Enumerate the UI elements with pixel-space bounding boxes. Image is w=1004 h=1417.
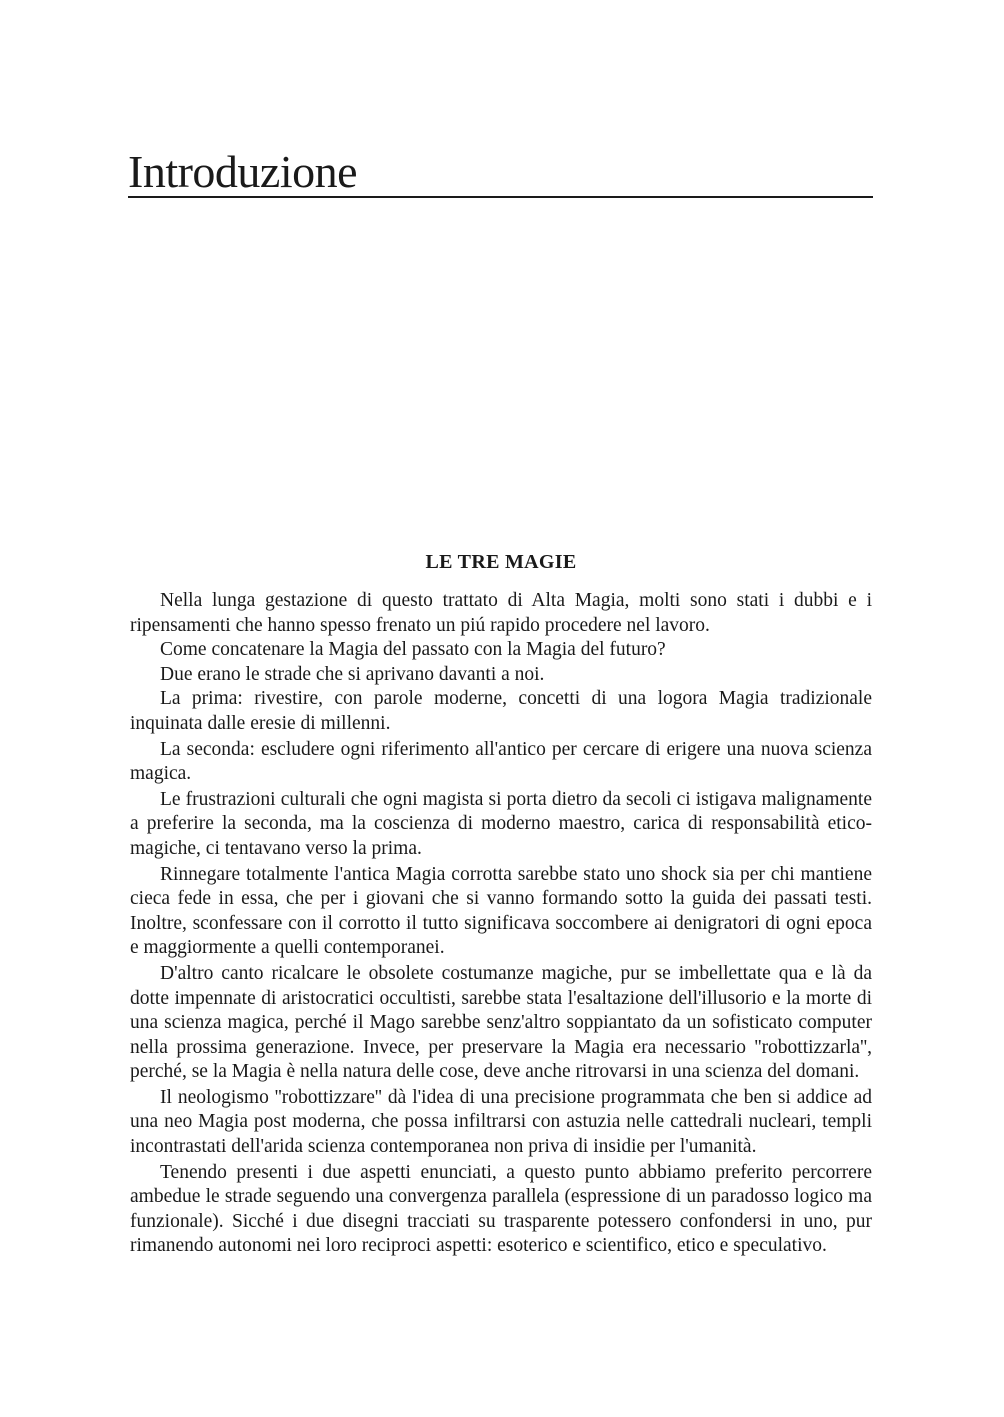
body-text — [130, 589, 872, 1259]
paragraph: Tenendo presenti i due aspetti enunciati, a questo punto abbiamo preferito percorrere ambedue le strade seguendo una convergenza parallela (espressione di un paradosso logico ma funzionale). Sicché i due disegni tracciati su trasparente potessero confondersi in uno, pur rimanendo autonomi nei loro reciproci aspetti: esoterico e scientifico, etico e speculativo. — [130, 1161, 872, 1257]
chapter-title: Introduzione — [128, 146, 358, 197]
paragraph: Le frustrazioni culturali che ogni magista si porta dietro da secoli ci istigava malignamente a preferire la seconda, ma la coscienza di moderno maestro, carica di responsabilità etico-magiche, ci tentavano verso la prima. — [130, 788, 872, 859]
paragraph: Il neologismo ''robottizzare'' dà l'idea di una precisione programmata che ben si addice ad una neo Magia post moderna, che possa infiltrarsi con astuzia nelle cattedrali nucleari, templi incontrastati dell'arida scienza contemporanea non priva di insidie per l'umanità. — [130, 1086, 872, 1158]
paragraph: D'altro canto ricalcare le obsolete costumanze magiche, pur se imbellettate qua e là da dotte impennate di aristocratici occultisti, sarebbe stata l'esaltazione dell'illusorio e la morte di una scienza magica, perché il Mago sarebbe senz'altro soppiantato da un sofisticato computer nella prossima generazione. Invece, per preservare la Magia era necessario ''robottizzarla'', perché, se la Magia è nella natura delle cose, deve anche ritrovarsi in una scienza del domani. — [130, 962, 872, 1083]
paragraph: La seconda: escludere ogni riferimento all'antico per cercare di erigere una nuova scienza magica. — [130, 738, 872, 785]
paragraph: Come concatenare la Magia del passato con la Magia del futuro? — [160, 639, 666, 661]
section-heading: LE TRE MAGIE — [425, 551, 577, 573]
chapter-title-rule — [128, 196, 873, 198]
paragraph: Nella lunga gestazione di questo trattato di Alta Magia, molti sono stati i dubbi e i ripensamenti che hanno spesso frenato un piú rapido procedere nel lavoro. — [130, 590, 872, 636]
paragraph: Rinnegare totalmente l'antica Magia corrotta sarebbe stato uno shock sia per chi mantiene cieca fede in essa, che per i giovani che si vanno formando sotto la guida dei passati testi. Inoltre, sconfessare con il corrotto il tutto significava soccombere ai denigratori di ogni epoca e maggiormente a quelli contemporanei. — [130, 863, 872, 959]
paragraph: La prima: rivestire, con parole moderne, concetti di una logora Magia tradizionale inquinata dalle eresie di millenni. — [130, 688, 872, 734]
paragraph: Due erano le strade che si aprivano davanti a noi. — [160, 663, 545, 685]
